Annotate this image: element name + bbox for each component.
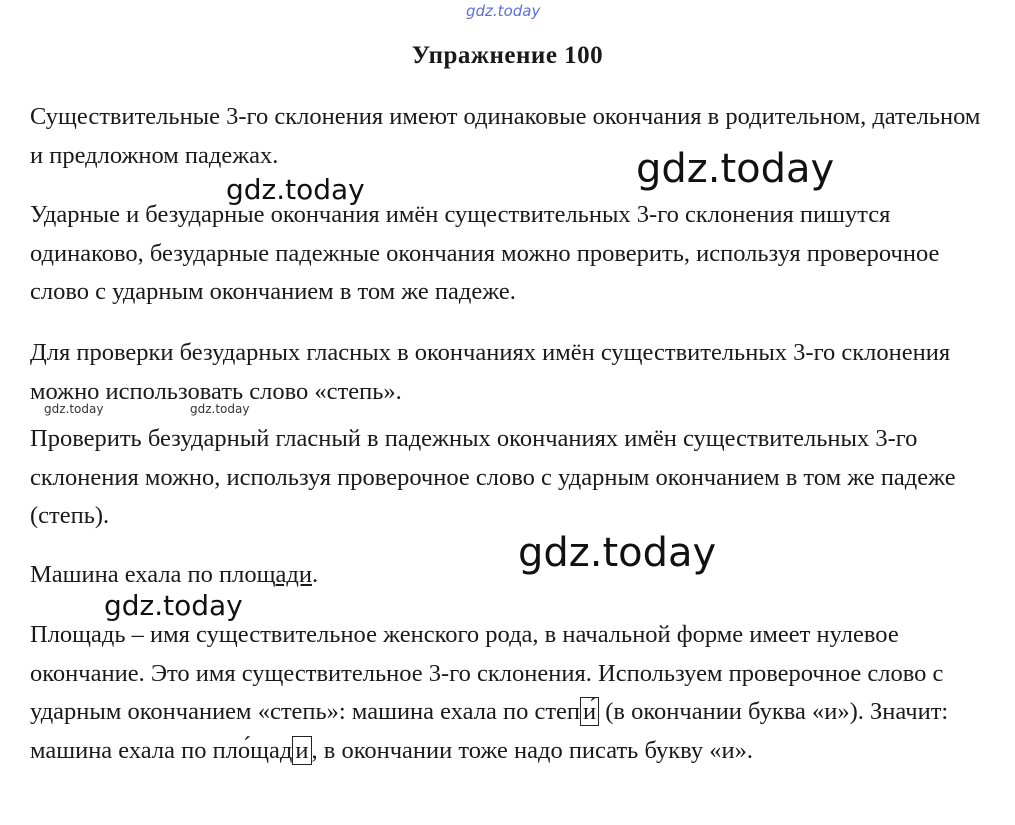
explanation-part-2: (в окончании буква «и»). Значит: машина ехала по пло́щад — [30, 698, 949, 764]
paragraph-explanation — [30, 616, 990, 770]
watermark-3: gdz.today — [44, 402, 104, 416]
paragraph-rule-4: Проверить безударный гласный в падежных окончаниях имён существительных 3-го склонения можно, используя проверочное слово с ударным окончанием в том же падеже (степь). — [30, 425, 956, 529]
explanation-part-3: , в окончании тоже надо писать букву «и». — [311, 736, 753, 764]
example-after: . — [311, 561, 319, 588]
boxed-ending-2: и — [292, 736, 311, 765]
watermark-1: gdz.today — [636, 146, 835, 192]
exercise-title: Упражнение 100 — [411, 42, 604, 69]
paragraph-rule-3: Для проверки безударных гласных в окончаниях имён существительных 3-го склонения можно использовать слово «степь». — [30, 339, 951, 405]
boxed-ending-1: и́ — [580, 697, 599, 726]
explanation-part-1: Площадь – имя существительное женского рода, в начальной форме имеет нулевое окончание. Это имя существительное 3-го склонения. Используем проверочное слово с ударным окончанием «степь»: машина ехала по степ — [30, 621, 944, 725]
watermark-top: gdz.today — [466, 2, 541, 20]
underlined-ending: ади — [275, 561, 312, 588]
watermark-4: gdz.today — [190, 402, 250, 416]
watermark-6: gdz.today — [104, 589, 243, 622]
example-before: Машина ехала по площ — [30, 561, 276, 588]
watermark-2: gdz.today — [226, 173, 365, 206]
paragraph-rule-1: Существительные 3-го склонения имеют одинаковые окончания в родительном, дательном и предложном падежах. — [30, 103, 981, 169]
paragraph-rule-2: Ударные и безударные окончания имён существительных 3-го склонения пишутся одинаково, безударные падежные окончания можно проверить, используя проверочное слово с ударным окончанием в том же падеже. — [30, 201, 940, 305]
watermark-5: gdz.today — [518, 530, 717, 576]
